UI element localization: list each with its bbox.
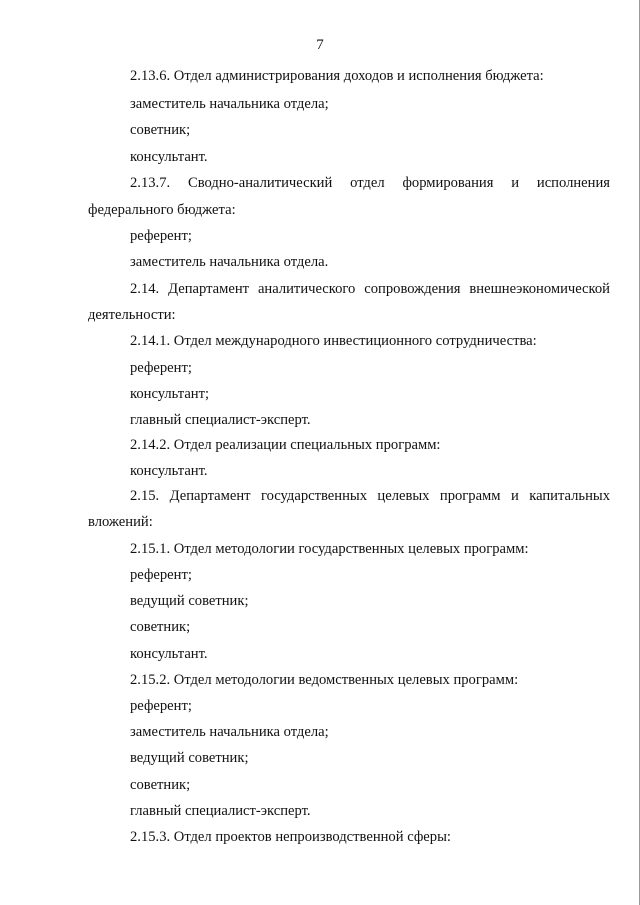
section-heading: 2.15.2. Отдел методологии ведомственных целевых программ: bbox=[130, 672, 519, 688]
position-item: заместитель начальника отдела; bbox=[130, 724, 329, 740]
section-heading: 2.15. Департамент государственных целевых программ и капитальных bbox=[130, 488, 610, 504]
position-item: референт; bbox=[130, 228, 192, 244]
position-item: консультант. bbox=[130, 463, 208, 479]
position-item: главный специалист-эксперт. bbox=[130, 803, 311, 819]
position-item: советник; bbox=[130, 777, 191, 793]
section-heading: 2.14.2. Отдел реализации специальных программ: bbox=[130, 437, 441, 453]
section-heading: 2.15.3. Отдел проектов непроизводственной сферы: bbox=[130, 829, 451, 845]
position-item: ведущий советник; bbox=[130, 750, 249, 766]
position-item: заместитель начальника отдела; bbox=[130, 96, 329, 112]
section-heading-continuation: федерального бюджета: bbox=[88, 202, 236, 218]
position-item: референт; bbox=[130, 567, 192, 583]
position-item: консультант. bbox=[130, 149, 208, 165]
position-item: ведущий советник; bbox=[130, 593, 249, 609]
position-item: консультант; bbox=[130, 386, 210, 402]
section-heading-continuation: деятельности: bbox=[88, 307, 176, 323]
section-heading: 2.13.7. Сводно-аналитический отдел формирования и исполнения bbox=[130, 175, 610, 191]
position-item: советник; bbox=[130, 122, 191, 138]
page-number: 7 bbox=[316, 37, 324, 53]
position-item: референт; bbox=[130, 698, 192, 714]
position-item: консультант. bbox=[130, 646, 208, 662]
section-heading: 2.14. Департамент аналитического сопровождения внешнеэкономической bbox=[130, 281, 610, 297]
position-item: советник; bbox=[130, 619, 191, 635]
position-item: заместитель начальника отдела. bbox=[130, 254, 329, 270]
position-item: главный специалист-эксперт. bbox=[130, 412, 311, 428]
section-heading: 2.14.1. Отдел международного инвестиционного сотрудничества: bbox=[130, 333, 537, 349]
section-heading-continuation: вложений: bbox=[88, 514, 153, 530]
position-item: референт; bbox=[130, 360, 192, 376]
section-heading: 2.13.6. Отдел администрирования доходов и исполнения бюджета: bbox=[130, 68, 544, 84]
section-heading: 2.15.1. Отдел методологии государственных целевых программ: bbox=[130, 541, 529, 557]
